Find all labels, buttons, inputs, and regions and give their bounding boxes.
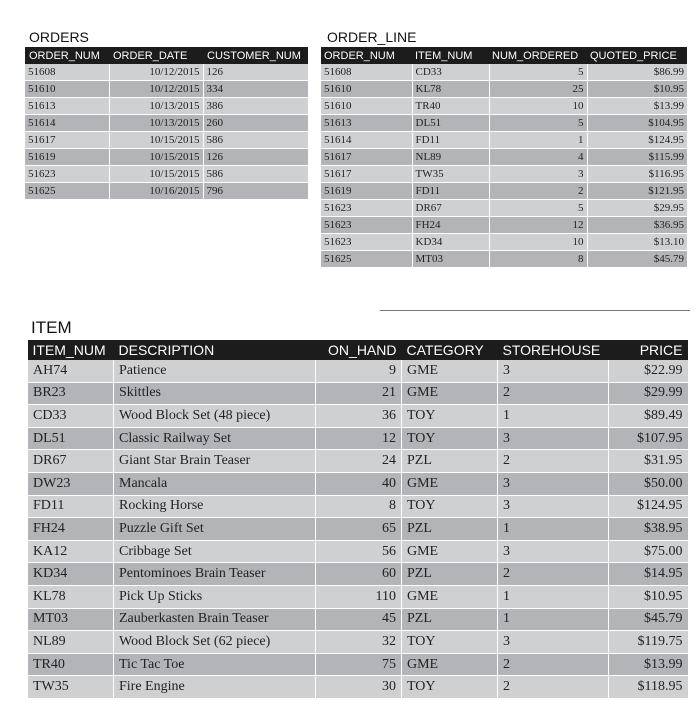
table-cell: PZL [402, 518, 498, 541]
table-row [321, 166, 687, 183]
table-row [321, 200, 687, 217]
table-cell: 30 [316, 676, 402, 699]
table-cell: Tic Tac Toe [114, 653, 316, 676]
table-cell: PZL [402, 608, 498, 631]
table-cell: 1 [498, 518, 609, 541]
table-cell: NL89 [412, 149, 489, 166]
table-cell: GME [402, 540, 498, 563]
item-header-price: PRICE [609, 340, 688, 360]
item-title: ITEM [31, 318, 72, 337]
table-cell: DL51 [28, 427, 114, 450]
order-line-table [321, 47, 687, 268]
table-cell: 586 [203, 166, 308, 183]
table-cell: $22.99 [609, 360, 688, 382]
table-cell: 5 [489, 64, 587, 81]
orders-header-order-date: ORDER_DATE [109, 47, 203, 64]
table-row [28, 631, 688, 654]
table-cell: $119.75 [609, 631, 688, 654]
table-cell: 51625 [25, 183, 109, 200]
table-cell: TOY [402, 427, 498, 450]
table-row [28, 608, 688, 631]
order-line-header-order-num: ORDER_NUM [321, 47, 412, 64]
table-cell: Mancala [114, 472, 316, 495]
table-cell: $124.95 [609, 495, 688, 518]
table-row [25, 132, 308, 149]
order-line-header-item-num: ITEM_NUM [412, 47, 489, 64]
table-cell: 51613 [321, 115, 412, 132]
table-cell: AH74 [28, 360, 114, 382]
order-line-header-row [321, 47, 687, 64]
table-cell: TOY [402, 405, 498, 428]
orders-header-customer-num: CUSTOMER_NUM [203, 47, 308, 64]
table-cell: 51610 [321, 81, 412, 98]
table-cell: 386 [203, 98, 308, 115]
table-row [321, 64, 687, 81]
table-cell: $50.00 [609, 472, 688, 495]
table-cell: 10 [489, 234, 587, 251]
order-line-title: ORDER_LINE [327, 29, 417, 45]
table-cell: $10.95 [609, 585, 688, 608]
item-header-description: DESCRIPTION [114, 340, 316, 360]
table-cell: 126 [203, 149, 308, 166]
item-header-storehouse: STOREHOUSE [498, 340, 609, 360]
table-cell: 10/13/2015 [109, 98, 203, 115]
table-cell: 126 [203, 64, 308, 81]
table-row [28, 360, 688, 382]
orders-table [25, 47, 308, 200]
table-row [321, 149, 687, 166]
table-cell: 3 [498, 540, 609, 563]
table-cell: 10/12/2015 [109, 64, 203, 81]
table-cell: 10/15/2015 [109, 166, 203, 183]
table-cell: Puzzle Gift Set [114, 518, 316, 541]
table-row [28, 540, 688, 563]
table-cell: $75.00 [609, 540, 688, 563]
table-cell: 25 [489, 81, 587, 98]
table-row [28, 450, 688, 473]
table-cell: $13.99 [587, 98, 687, 115]
table-cell: KD34 [28, 563, 114, 586]
table-cell: 51614 [25, 115, 109, 132]
table-cell: FD11 [412, 183, 489, 200]
table-row [28, 472, 688, 495]
table-row [321, 217, 687, 234]
table-cell: 51623 [25, 166, 109, 183]
table-row [25, 166, 308, 183]
table-cell: DR67 [28, 450, 114, 473]
table-cell: KL78 [412, 81, 489, 98]
table-cell: Patience [114, 360, 316, 382]
table-cell: GME [402, 653, 498, 676]
table-cell: $121.95 [587, 183, 687, 200]
table-row [25, 115, 308, 132]
separator-rule [380, 310, 690, 311]
table-cell: $29.99 [609, 382, 688, 405]
table-cell: GME [402, 585, 498, 608]
table-cell: 51617 [321, 166, 412, 183]
table-cell: Pick Up Sticks [114, 585, 316, 608]
table-cell: 51619 [25, 149, 109, 166]
table-row [25, 183, 308, 200]
table-cell: 3 [498, 472, 609, 495]
table-cell: 586 [203, 132, 308, 149]
table-cell: 3 [498, 427, 609, 450]
table-cell: 51610 [321, 98, 412, 115]
table-cell: $89.49 [609, 405, 688, 428]
table-row [28, 563, 688, 586]
table-cell: Pentominoes Brain Teaser [114, 563, 316, 586]
table-cell: 8 [316, 495, 402, 518]
table-cell: $118.95 [609, 676, 688, 699]
table-cell: FD11 [412, 132, 489, 149]
table-cell: PZL [402, 563, 498, 586]
table-cell: 12 [489, 217, 587, 234]
table-row [321, 234, 687, 251]
table-row [25, 64, 308, 81]
table-cell: 2 [498, 563, 609, 586]
table-cell: Giant Star Brain Teaser [114, 450, 316, 473]
table-cell: TR40 [28, 653, 114, 676]
order-line-header-num-ordered: NUM_ORDERED [489, 47, 587, 64]
table-cell: 260 [203, 115, 308, 132]
table-cell: 3 [498, 360, 609, 382]
table-cell: TOY [402, 631, 498, 654]
table-cell: Zauberkasten Brain Teaser [114, 608, 316, 631]
table-cell: 5 [489, 200, 587, 217]
table-row [25, 98, 308, 115]
table-cell: 3 [498, 631, 609, 654]
table-cell: 10/15/2015 [109, 149, 203, 166]
table-cell: 5 [489, 115, 587, 132]
table-cell: $104.95 [587, 115, 687, 132]
table-cell: GME [402, 382, 498, 405]
table-cell: $38.95 [609, 518, 688, 541]
item-body [28, 360, 688, 698]
table-cell: NL89 [28, 631, 114, 654]
item-header-item-num: ITEM_NUM [28, 340, 114, 360]
table-cell: GME [402, 360, 498, 382]
table-cell: TOY [402, 495, 498, 518]
table-cell: 334 [203, 81, 308, 98]
table-row [28, 495, 688, 518]
table-cell: 4 [489, 149, 587, 166]
table-cell: Classic Railway Set [114, 427, 316, 450]
table-cell: $36.95 [587, 217, 687, 234]
table-cell: 21 [316, 382, 402, 405]
item-header-category: CATEGORY [402, 340, 498, 360]
table-cell: 12 [316, 427, 402, 450]
table-cell: MT03 [412, 251, 489, 268]
table-cell: 51610 [25, 81, 109, 98]
table-cell: $10.95 [587, 81, 687, 98]
table-row [28, 585, 688, 608]
table-cell: 8 [489, 251, 587, 268]
table-row [321, 132, 687, 149]
table-cell: 10/12/2015 [109, 81, 203, 98]
table-cell: $45.79 [609, 608, 688, 631]
table-cell: DW23 [28, 472, 114, 495]
orders-title: ORDERS [29, 29, 89, 45]
table-cell: $107.95 [609, 427, 688, 450]
table-row [321, 183, 687, 200]
table-cell: 1 [498, 405, 609, 428]
table-cell: 2 [498, 382, 609, 405]
table-cell: 2 [498, 653, 609, 676]
table-row [25, 81, 308, 98]
table-cell: KL78 [28, 585, 114, 608]
table-row [28, 405, 688, 428]
table-cell: 60 [316, 563, 402, 586]
table-cell: TW35 [28, 676, 114, 699]
table-cell: 51614 [321, 132, 412, 149]
table-cell: TW35 [412, 166, 489, 183]
table-cell: FD11 [28, 495, 114, 518]
table-cell: 51625 [321, 251, 412, 268]
table-cell: $29.95 [587, 200, 687, 217]
table-cell: 1 [498, 585, 609, 608]
table-cell: 10/13/2015 [109, 115, 203, 132]
table-cell: $116.95 [587, 166, 687, 183]
table-cell: KD34 [412, 234, 489, 251]
table-cell: 10/15/2015 [109, 132, 203, 149]
table-cell: 36 [316, 405, 402, 428]
table-cell: 110 [316, 585, 402, 608]
table-cell: 3 [498, 495, 609, 518]
order-line-header-quoted-price: QUOTED_PRICE [587, 47, 687, 64]
table-cell: 2 [489, 183, 587, 200]
table-cell: $13.10 [587, 234, 687, 251]
table-cell: FH24 [28, 518, 114, 541]
table-cell: 51617 [25, 132, 109, 149]
table-cell: 1 [489, 132, 587, 149]
table-cell: TR40 [412, 98, 489, 115]
table-cell: 1 [498, 608, 609, 631]
table-cell: 65 [316, 518, 402, 541]
table-cell: $86.99 [587, 64, 687, 81]
table-cell: 796 [203, 183, 308, 200]
table-cell: 51617 [321, 149, 412, 166]
table-cell: 10/16/2015 [109, 183, 203, 200]
table-cell: 51623 [321, 217, 412, 234]
table-cell: TOY [402, 676, 498, 699]
table-cell: Cribbage Set [114, 540, 316, 563]
table-row [28, 427, 688, 450]
table-cell: Rocking Horse [114, 495, 316, 518]
table-cell: 51623 [321, 234, 412, 251]
table-row [28, 653, 688, 676]
item-header-on-hand: ON_HAND [316, 340, 402, 360]
table-cell: Wood Block Set (62 piece) [114, 631, 316, 654]
table-cell: 51623 [321, 200, 412, 217]
table-cell: 24 [316, 450, 402, 473]
table-cell: 45 [316, 608, 402, 631]
table-cell: MT03 [28, 608, 114, 631]
table-cell: GME [402, 472, 498, 495]
table-cell: BR23 [28, 382, 114, 405]
table-cell: 2 [498, 450, 609, 473]
table-cell: 9 [316, 360, 402, 382]
table-cell: 51613 [25, 98, 109, 115]
table-row [28, 382, 688, 405]
table-cell: $45.79 [587, 251, 687, 268]
item-header-row [28, 340, 688, 360]
table-cell: FH24 [412, 217, 489, 234]
table-cell: KA12 [28, 540, 114, 563]
table-cell: PZL [402, 450, 498, 473]
table-row [321, 115, 687, 132]
table-row [25, 149, 308, 166]
table-row [321, 81, 687, 98]
table-cell: $31.95 [609, 450, 688, 473]
table-cell: $13.99 [609, 653, 688, 676]
table-cell: 51608 [321, 64, 412, 81]
table-cell: Fire Engine [114, 676, 316, 699]
table-cell: 32 [316, 631, 402, 654]
orders-header-row [25, 47, 308, 64]
table-cell: DL51 [412, 115, 489, 132]
table-cell: 51608 [25, 64, 109, 81]
table-cell: $124.95 [587, 132, 687, 149]
table-cell: Skittles [114, 382, 316, 405]
table-row [321, 98, 687, 115]
table-cell: $115.99 [587, 149, 687, 166]
table-row [28, 676, 688, 699]
table-cell: Wood Block Set (48 piece) [114, 405, 316, 428]
table-cell: CD33 [412, 64, 489, 81]
table-cell: 75 [316, 653, 402, 676]
table-cell: 2 [498, 676, 609, 699]
table-cell: 56 [316, 540, 402, 563]
table-row [321, 251, 687, 268]
item-table [27, 340, 688, 699]
table-cell: $14.95 [609, 563, 688, 586]
table-cell: DR67 [412, 200, 489, 217]
table-cell: 10 [489, 98, 587, 115]
orders-header-order-num: ORDER_NUM [25, 47, 109, 64]
orders-body [25, 64, 308, 200]
table-row [28, 518, 688, 541]
order-line-body [321, 64, 687, 268]
table-cell: 51619 [321, 183, 412, 200]
table-cell: 3 [489, 166, 587, 183]
table-cell: CD33 [28, 405, 114, 428]
table-cell: 40 [316, 472, 402, 495]
